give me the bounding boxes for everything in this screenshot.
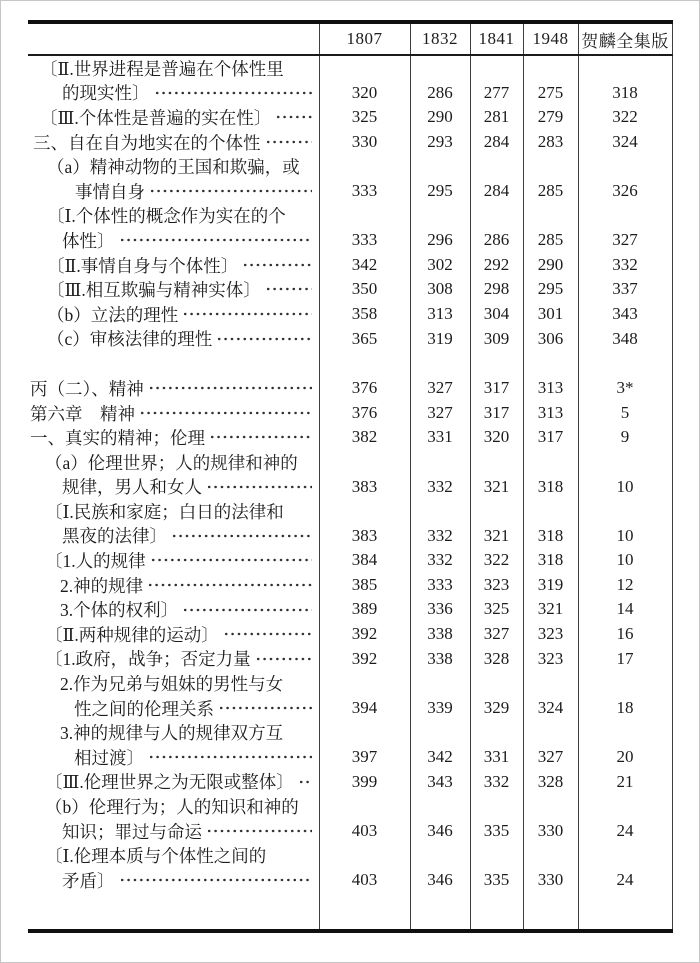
entry-text: 〔Ⅰ.伦理本质与个体性之间的 <box>45 846 267 867</box>
page-number-cell: 327 <box>470 622 523 647</box>
page-number-cell: 16 <box>578 622 672 647</box>
page-number-cell: 335 <box>470 794 523 843</box>
filler-cell <box>410 893 470 931</box>
table-row <box>28 843 672 892</box>
column-header-edition: 1832 <box>410 22 470 55</box>
page-number-cell: 331 <box>470 720 523 769</box>
page-number-cell: 376 <box>319 401 410 426</box>
entry-text: 3.个体的权利〕 <box>60 600 179 621</box>
page-number-cell: 326 <box>578 154 672 203</box>
page-number-cell: 286 <box>470 204 523 253</box>
page-number-cell: 335 <box>470 843 523 892</box>
entry-text: 相过渡〕 <box>74 747 144 768</box>
page-number-cell: 286 <box>410 55 470 105</box>
page-number-cell: 320 <box>319 55 410 105</box>
entry-title-cell <box>28 548 319 573</box>
entry-title-cell <box>28 622 319 647</box>
page-number-cell: 301 <box>523 302 578 327</box>
page-number-cell: 343 <box>578 302 672 327</box>
table-row <box>28 573 672 598</box>
entry-title-cell <box>28 450 319 499</box>
dot-leader <box>206 819 312 844</box>
table-row <box>28 105 672 130</box>
page-number-cell: 350 <box>319 277 410 302</box>
table-row <box>28 253 672 278</box>
page-number-cell: 342 <box>410 720 470 769</box>
page-number-cell: 290 <box>523 253 578 278</box>
table-row <box>28 130 672 155</box>
entry-line <box>28 524 314 549</box>
page-number-cell: 330 <box>319 130 410 155</box>
page-number-cell: 330 <box>523 794 578 843</box>
page-number-cell: 295 <box>410 154 470 203</box>
table-row <box>28 55 672 105</box>
entry-title-cell <box>28 770 319 795</box>
page-number-cell: 346 <box>410 843 470 892</box>
dot-leader <box>148 745 312 770</box>
entry-text: （a）伦理世界；人的规律和神的 <box>45 452 298 473</box>
dot-leader <box>171 524 312 549</box>
page-number-cell: 293 <box>410 130 470 155</box>
page-number-cell: 332 <box>410 548 470 573</box>
page-number-cell: 346 <box>410 794 470 843</box>
table-row <box>28 548 672 573</box>
table-row <box>28 622 672 647</box>
entry-title-cell <box>28 302 319 327</box>
page-number-cell: 325 <box>319 105 410 130</box>
page-number-cell: 383 <box>319 450 410 499</box>
dot-leader <box>255 647 312 672</box>
entry-line <box>28 204 314 229</box>
entry-text: 〔Ⅲ.相互欺骗与精神实体〕 <box>47 280 261 301</box>
spacer-cell <box>410 351 470 376</box>
entry-line <box>28 450 314 475</box>
page-number-cell: 321 <box>470 499 523 548</box>
filler-cell <box>523 893 578 931</box>
page-number-cell: 5 <box>578 401 672 426</box>
dot-leader <box>148 376 312 401</box>
page-number-cell: 403 <box>319 843 410 892</box>
page-number-cell: 348 <box>578 327 672 352</box>
filler-cell <box>578 893 672 931</box>
entry-line <box>28 179 314 204</box>
page-number-cell: 376 <box>319 376 410 401</box>
table-row <box>28 204 672 253</box>
page-number-cell: 18 <box>578 671 672 720</box>
page-number-cell: 298 <box>470 277 523 302</box>
page-number-cell: 342 <box>319 253 410 278</box>
entry-line <box>28 794 314 819</box>
page-number-cell: 339 <box>410 671 470 720</box>
table-row <box>28 327 672 352</box>
entry-title-cell <box>28 499 319 548</box>
page-number-cell: 399 <box>319 770 410 795</box>
page-number-cell: 17 <box>578 647 672 672</box>
page-number-cell: 322 <box>578 105 672 130</box>
entry-line <box>28 770 314 795</box>
entry-text: 一、真实的精神；伦理 <box>30 428 205 449</box>
dot-leader <box>275 105 311 130</box>
page-number-cell: 20 <box>578 720 672 769</box>
entry-title-cell <box>28 154 319 203</box>
page-number-cell: 331 <box>410 425 470 450</box>
page-number-cell: 332 <box>578 253 672 278</box>
entry-line <box>28 573 314 598</box>
page-number-cell: 9 <box>578 425 672 450</box>
entry-line <box>28 154 314 179</box>
table-row <box>28 450 672 499</box>
entry-line <box>28 819 314 844</box>
entry-text: 〔Ⅲ.个体性是普遍的实在性〕 <box>40 107 272 128</box>
page-number-cell: 302 <box>410 253 470 278</box>
page-number-cell: 304 <box>470 302 523 327</box>
page-number-cell: 12 <box>578 573 672 598</box>
entry-text: 〔Ⅱ.世界进程是普遍在个体性里 <box>40 58 284 79</box>
entry-line <box>28 277 314 302</box>
table-row <box>28 376 672 401</box>
page-number-cell: 10 <box>578 499 672 548</box>
entry-title-cell <box>28 401 319 426</box>
concordance-table-wrap <box>28 20 672 933</box>
page-number-cell: 296 <box>410 204 470 253</box>
page-number-cell: 24 <box>578 794 672 843</box>
entry-line <box>28 302 314 327</box>
entry-line <box>28 720 314 745</box>
page-number-cell: 275 <box>523 55 578 105</box>
table-row <box>28 770 672 795</box>
concordance-table <box>28 20 673 933</box>
page-number-cell: 327 <box>523 720 578 769</box>
page-number-cell: 285 <box>523 204 578 253</box>
filler-cell <box>28 893 319 931</box>
column-header-empty <box>28 22 319 55</box>
dot-leader <box>265 130 312 155</box>
entry-title-cell <box>28 573 319 598</box>
entry-line <box>28 843 314 868</box>
entry-line <box>28 868 314 893</box>
page-number-cell: 313 <box>523 376 578 401</box>
page-number-cell: 403 <box>319 794 410 843</box>
page-number-cell: 318 <box>523 499 578 548</box>
page-number-cell: 397 <box>319 720 410 769</box>
entry-title-cell <box>28 843 319 892</box>
spacer-cell <box>470 351 523 376</box>
page-number-cell: 321 <box>523 597 578 622</box>
page-number-cell: 279 <box>523 105 578 130</box>
entry-title-cell <box>28 376 319 401</box>
entry-line <box>28 647 314 672</box>
page-number-cell: 24 <box>578 843 672 892</box>
page-number-cell: 21 <box>578 770 672 795</box>
entry-text: 黑夜的法律〕 <box>62 526 167 547</box>
entry-title-cell <box>28 204 319 253</box>
entry-text: 2.神的规律 <box>60 575 144 596</box>
page-number-cell: 281 <box>470 105 523 130</box>
page-number-cell: 392 <box>319 647 410 672</box>
entry-text: 3.神的规律与人的规律双方互 <box>60 723 284 744</box>
entry-text: 体性〕 <box>62 230 115 251</box>
table-row <box>28 794 672 843</box>
entry-text: 〔Ⅰ.民族和家庭；白日的法律和 <box>45 501 284 522</box>
page-number-cell: 317 <box>470 376 523 401</box>
entry-line <box>28 597 314 622</box>
dot-leader <box>218 696 312 721</box>
entry-text: （a）精神动物的王国和欺骗，或 <box>47 157 300 178</box>
page-number-cell: 328 <box>470 647 523 672</box>
page-number-cell: 284 <box>470 130 523 155</box>
page-number-cell: 277 <box>470 55 523 105</box>
entry-text: （b）伦理行为；人的知识和神的 <box>45 797 299 818</box>
page-number-cell: 343 <box>410 770 470 795</box>
entry-title-cell <box>28 720 319 769</box>
entry-title-cell <box>28 425 319 450</box>
bottom-filler-row <box>28 893 672 931</box>
entry-title-cell <box>28 55 319 105</box>
page-number-cell: 327 <box>410 401 470 426</box>
page-number-cell: 389 <box>319 597 410 622</box>
page-number-cell: 327 <box>410 376 470 401</box>
table-row <box>28 647 672 672</box>
page-number-cell: 318 <box>523 548 578 573</box>
table-row <box>28 499 672 548</box>
page-number-cell: 323 <box>470 573 523 598</box>
page-number-cell: 323 <box>523 647 578 672</box>
dot-leader <box>182 597 311 622</box>
page-number-cell: 332 <box>410 450 470 499</box>
entry-text: 三、自在自为地实在的个体性 <box>33 132 261 153</box>
entry-text: 〔Ⅰ.个体性的概念作为实在的个 <box>47 206 286 227</box>
entry-line <box>28 56 314 81</box>
dot-leader <box>223 622 312 647</box>
entry-line <box>28 425 314 450</box>
entry-line <box>28 81 314 106</box>
dot-leader <box>209 425 312 450</box>
page-number-cell: 328 <box>523 770 578 795</box>
page-number-cell: 325 <box>470 597 523 622</box>
entry-title-cell <box>28 794 319 843</box>
page-number-cell: 318 <box>578 55 672 105</box>
page-number-cell: 332 <box>410 499 470 548</box>
filler-cell <box>319 893 410 931</box>
column-header-edition: 1948 <box>523 22 578 55</box>
page-number-cell: 295 <box>523 277 578 302</box>
page-number-cell: 320 <box>470 425 523 450</box>
spacer-row <box>28 351 672 376</box>
page-number-cell: 336 <box>410 597 470 622</box>
page-number-cell: 319 <box>410 327 470 352</box>
entry-line <box>28 253 314 278</box>
dot-leader <box>242 253 311 278</box>
entry-line <box>28 696 314 721</box>
spacer-cell <box>578 351 672 376</box>
entry-text: 矛盾〕 <box>62 870 115 891</box>
table-row <box>28 154 672 203</box>
page-number-cell: 337 <box>578 277 672 302</box>
entry-text: 性之间的伦理关系 <box>74 698 214 719</box>
page-number-cell: 333 <box>319 154 410 203</box>
entry-text: 丙（二）、精神 <box>30 378 144 399</box>
dot-leader <box>147 573 311 598</box>
page-number-cell: 382 <box>319 425 410 450</box>
entry-line <box>28 105 314 130</box>
dot-leader <box>216 327 311 352</box>
page-number-cell: 392 <box>319 622 410 647</box>
dot-leader <box>119 228 312 253</box>
page-number-cell: 365 <box>319 327 410 352</box>
page-number-cell: 10 <box>578 548 672 573</box>
page-number-cell: 322 <box>470 548 523 573</box>
entry-line <box>28 475 314 500</box>
dot-leader <box>149 179 312 204</box>
page-number-cell: 308 <box>410 277 470 302</box>
page-number-cell: 332 <box>470 770 523 795</box>
header-row <box>28 22 672 55</box>
dot-leader <box>298 770 312 795</box>
entry-text: 〔1.人的规律 <box>45 551 146 572</box>
entry-title-cell <box>28 253 319 278</box>
table-row <box>28 277 672 302</box>
dot-leader <box>150 548 312 573</box>
entry-title-cell <box>28 671 319 720</box>
dot-leader <box>265 277 312 302</box>
page-number-cell: 384 <box>319 548 410 573</box>
entry-text: 事情自身 <box>75 181 145 202</box>
entry-text: （b）立法的理性 <box>47 304 179 325</box>
spacer-cell <box>319 351 410 376</box>
page-number-cell: 321 <box>470 450 523 499</box>
entry-title-cell <box>28 327 319 352</box>
page-number-cell: 329 <box>470 671 523 720</box>
page-number-cell: 283 <box>523 130 578 155</box>
table-row <box>28 597 672 622</box>
table-row <box>28 425 672 450</box>
table-row <box>28 671 672 720</box>
table-row <box>28 302 672 327</box>
entry-title-cell <box>28 647 319 672</box>
entry-title-cell <box>28 277 319 302</box>
entry-text: 〔Ⅲ.伦理世界之为无限或整体〕 <box>45 772 294 793</box>
entry-line <box>28 622 314 647</box>
page-number-cell: 358 <box>319 302 410 327</box>
dot-leader <box>119 868 312 893</box>
table-row <box>28 401 672 426</box>
page-number-cell: 285 <box>523 154 578 203</box>
dot-leader <box>182 302 311 327</box>
page-number-cell: 333 <box>319 204 410 253</box>
entry-line <box>28 671 314 696</box>
column-header-edition: 1807 <box>319 22 410 55</box>
page-number-cell: 10 <box>578 450 672 499</box>
page-number-cell: 306 <box>523 327 578 352</box>
entry-line <box>28 228 314 253</box>
page-number-cell: 338 <box>410 622 470 647</box>
entry-title-cell <box>28 105 319 130</box>
page-number-cell: 333 <box>410 573 470 598</box>
entry-text: 第六章 精神 <box>30 403 135 424</box>
dot-leader <box>206 475 312 500</box>
page-number-cell: 318 <box>523 450 578 499</box>
entry-text: 〔1.政府，战争；否定力量 <box>45 649 251 670</box>
page-number-cell: 290 <box>410 105 470 130</box>
filler-cell <box>470 893 523 931</box>
entry-text: （c）审核法律的理性 <box>47 329 213 350</box>
page-number-cell: 292 <box>470 253 523 278</box>
page-number-cell: 3* <box>578 376 672 401</box>
page-number-cell: 394 <box>319 671 410 720</box>
column-header-edition: 1841 <box>470 22 523 55</box>
page-number-cell: 319 <box>523 573 578 598</box>
page-number-cell: 317 <box>523 425 578 450</box>
page-number-cell: 313 <box>410 302 470 327</box>
spacer-cell <box>523 351 578 376</box>
entry-text: 2.作为兄弟与姐妹的男性与女 <box>60 674 284 695</box>
page-number-cell: 323 <box>523 622 578 647</box>
entry-text: 〔Ⅱ.两种规律的运动〕 <box>45 624 219 645</box>
page-number-cell: 14 <box>578 597 672 622</box>
page-number-cell: 284 <box>470 154 523 203</box>
entry-line <box>28 745 314 770</box>
entry-line <box>28 548 314 573</box>
column-header-edition: 贺麟全集版 <box>578 22 672 55</box>
entry-text: 〔Ⅱ.事情自身与个体性〕 <box>47 255 239 276</box>
entry-text: 知识；罪过与命运 <box>62 821 202 842</box>
page-number-cell: 324 <box>523 671 578 720</box>
entry-line <box>28 499 314 524</box>
page-number-cell: 327 <box>578 204 672 253</box>
entry-line <box>28 376 314 401</box>
dot-leader <box>139 401 312 426</box>
table-body <box>28 55 672 931</box>
page-number-cell: 330 <box>523 843 578 892</box>
entry-title-cell <box>28 130 319 155</box>
page-number-cell: 313 <box>523 401 578 426</box>
page-number-cell: 383 <box>319 499 410 548</box>
dot-leader <box>154 81 312 106</box>
page-number-cell: 317 <box>470 401 523 426</box>
page-number-cell: 385 <box>319 573 410 598</box>
table-row <box>28 720 672 769</box>
page-number-cell: 338 <box>410 647 470 672</box>
page-number-cell: 309 <box>470 327 523 352</box>
entry-text: 的现实性〕 <box>62 83 150 104</box>
spacer-cell <box>28 351 319 376</box>
page-number-cell: 324 <box>578 130 672 155</box>
entry-text: 规律，男人和女人 <box>62 477 202 498</box>
entry-line <box>28 401 314 426</box>
entry-title-cell <box>28 597 319 622</box>
entry-line <box>28 130 314 155</box>
entry-line <box>28 327 314 352</box>
